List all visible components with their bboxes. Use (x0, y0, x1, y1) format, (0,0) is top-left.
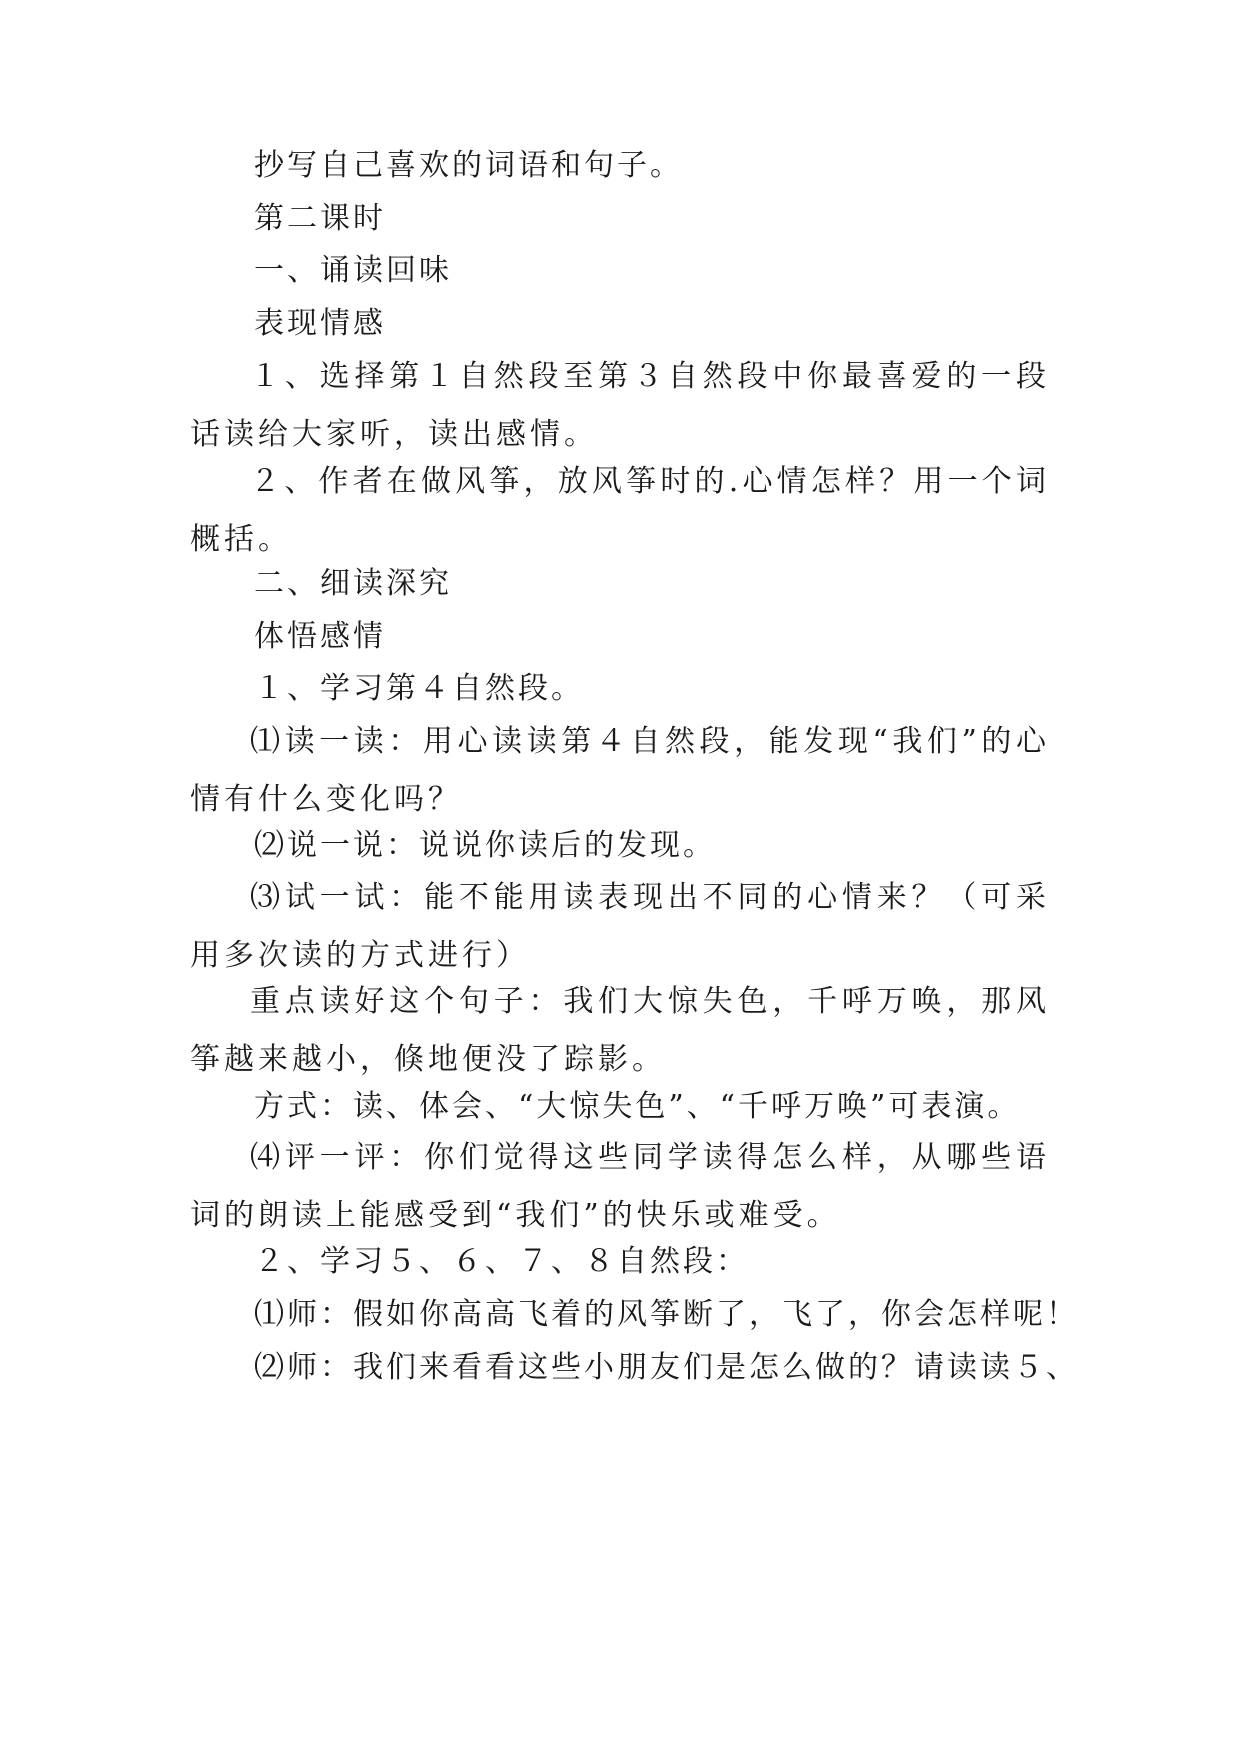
paragraph: ⑶试一试：能不能用读表现出不同的心情来？（可采用多次读的方式进行） (190, 880, 1050, 973)
paragraph: ２、作者在做风筝，放风筝时的.心情怎样？用一个词概括。 (190, 464, 1050, 557)
paragraph: 抄写自己喜欢的词语和句子。 (254, 148, 683, 183)
paragraph: 方式：读、体会、“大惊失色”、“千呼万唤”可表演。 (254, 1089, 1021, 1124)
paragraph: １、学习第４自然段。 (254, 671, 584, 706)
paragraph: １、选择第１自然段至第３自然段中你最喜爱的一段话读给大家听，读出感情。 (190, 359, 1050, 452)
paragraph: ⑷评一评：你们觉得这些同学读得怎么样，从哪些语词的朗读上能感受到“我们”的快乐或难受。 (190, 1140, 1050, 1233)
paragraph: ⑴读一读：用心读读第４自然段，能发现“我们”的心情有什么变化吗？ (190, 724, 1050, 817)
paragraph: ⑴师：假如你高高飞着的风筝断了，飞了，你会怎样呢！ (254, 1297, 1079, 1332)
paragraph: ２、学习５、６、７、８自然段： (254, 1244, 749, 1279)
lesson-heading: 第二课时 (254, 201, 386, 236)
paragraph: 重点读好这个句子：我们大惊失色，千呼万唤，那风筝越来越小，倏地便没了踪影。 (190, 984, 1050, 1077)
section-subheading: 体悟感情 (254, 619, 386, 654)
section-heading: 一、诵读回味 (254, 253, 452, 288)
paragraph: ⑵说一说：说说你读后的发现。 (254, 828, 716, 863)
paragraph: ⑵师：我们来看看这些小朋友们是怎么做的？请读读５、 (254, 1350, 1079, 1385)
section-heading: 二、细读深究 (254, 566, 452, 601)
section-subheading: 表现情感 (254, 306, 386, 341)
